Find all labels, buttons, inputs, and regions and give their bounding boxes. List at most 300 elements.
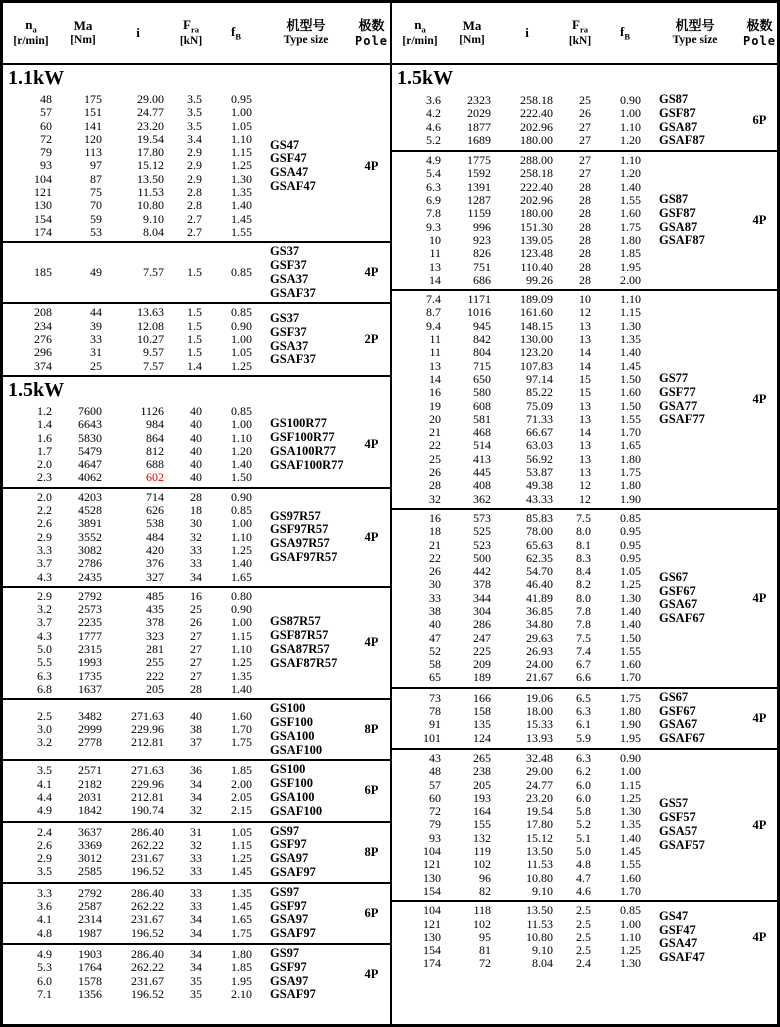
fb-cell: 1.20	[620, 166, 641, 181]
numeric-grid	[3, 948, 259, 1001]
type-size-label: GSA87	[659, 219, 698, 234]
fra-cell: 3.5	[187, 92, 202, 106]
fb-cell: 1.25	[620, 943, 641, 958]
fb-cell: 1.95	[231, 973, 252, 988]
type-size-label: GS57	[659, 796, 689, 811]
fra-cell: 27	[579, 166, 591, 181]
na-cell: 2.9	[37, 529, 52, 544]
table-row	[3, 764, 259, 777]
gear-block	[3, 759, 390, 820]
fb-cell: 1.50	[620, 371, 641, 386]
fra-cell: 6.1	[576, 717, 591, 732]
numeric-grid	[3, 764, 259, 817]
fra-cell: 28	[190, 681, 202, 696]
fra-cell: 10	[579, 292, 591, 307]
ma-cell: 164	[473, 804, 491, 819]
na-cell: 28	[429, 478, 441, 493]
i-cell: 180.00	[520, 206, 553, 221]
na-cell: 4.6	[426, 119, 441, 134]
type-size-list	[259, 417, 353, 472]
table-row	[3, 186, 259, 199]
pole-value: 4P	[752, 817, 767, 832]
ma-cell: 1159	[467, 206, 491, 221]
ma-cell: 97	[90, 158, 102, 173]
numeric-grid	[392, 293, 648, 506]
ma-cell: 1592	[467, 166, 491, 181]
i-cell: 78.00	[526, 524, 553, 539]
na-cell: 4.8	[37, 925, 52, 940]
ma-cell: 378	[473, 577, 491, 592]
fra-cell: 27	[579, 132, 591, 147]
fra-cell: 2.8	[187, 185, 202, 200]
ma-cell: 3552	[78, 529, 102, 544]
i-cell: 205	[146, 681, 164, 696]
fra-cell: 26	[190, 615, 202, 630]
i-cell: 148.15	[520, 318, 553, 333]
fra-cell: 33	[190, 885, 202, 900]
fra-cell: 15	[579, 371, 591, 386]
fb-cell: 1.75	[620, 465, 641, 480]
type-size-list	[259, 615, 353, 670]
i-cell: 151.30	[520, 219, 553, 234]
fb-cell: 1.35	[620, 817, 641, 832]
i-cell: 63.03	[526, 438, 553, 453]
table-row	[392, 872, 648, 885]
ma-cell: 4203	[78, 489, 102, 504]
table-row	[3, 173, 259, 186]
i-cell: 19.54	[137, 131, 164, 146]
na-cell: 234	[34, 318, 52, 333]
fra-cell: 27	[190, 628, 202, 643]
table-row	[3, 544, 259, 557]
fb-cell: 1.15	[620, 777, 641, 792]
pole-value: 4P	[364, 529, 379, 544]
table-row	[392, 931, 648, 944]
type-size-label: GSF87R57	[270, 628, 329, 643]
table-row	[392, 592, 648, 605]
i-cell: 229.96	[131, 776, 164, 791]
fb-cell: 0.85	[231, 403, 252, 418]
table-row	[3, 458, 259, 471]
fra-cell: 6.2	[576, 764, 591, 779]
type-size-list	[648, 571, 742, 626]
ma-cell: 102	[473, 916, 491, 931]
fb-cell: 1.35	[620, 332, 641, 347]
na-cell: 11	[429, 332, 441, 347]
na-cell: 5.2	[426, 132, 441, 147]
gear-block	[3, 882, 390, 943]
col-header-service-factor: $f_B$	[619, 24, 630, 42]
na-cell: 72	[429, 804, 441, 819]
fra-cell: 16	[190, 588, 202, 603]
i-cell: 231.67	[131, 851, 164, 866]
fb-cell: 1.05	[620, 564, 641, 579]
fb-cell: 1.35	[231, 885, 252, 900]
type-size-label: GSF97	[270, 837, 307, 852]
fb-cell: 1.30	[620, 956, 641, 971]
i-cell: 24.77	[137, 105, 164, 120]
i-cell: 255	[146, 655, 164, 670]
fb-cell: 1.80	[620, 704, 641, 719]
type-size-list	[648, 691, 742, 746]
gear-block	[3, 403, 390, 487]
numeric-grid	[3, 93, 259, 239]
na-cell: 57	[40, 105, 52, 120]
fb-cell: 1.15	[620, 305, 641, 320]
table-row	[3, 557, 259, 570]
table-row	[3, 616, 259, 629]
fb-cell: 1.25	[231, 358, 252, 373]
type-size-list	[259, 825, 353, 880]
i-cell: 288.00	[520, 153, 553, 168]
fra-cell: 8.0	[576, 524, 591, 539]
na-cell: 79	[429, 817, 441, 832]
fb-cell: 1.65	[231, 912, 252, 927]
na-cell: 6.3	[426, 179, 441, 194]
i-cell: 212.81	[131, 735, 164, 750]
col-header-radial-force: $F_{ra}$ [kN]	[179, 17, 203, 47]
col-header-speed: $n_a$ [r/min]	[402, 17, 438, 47]
fra-cell: 2.5	[576, 943, 591, 958]
pole-value: 8P	[364, 722, 379, 737]
fb-cell: 1.65	[620, 438, 641, 453]
type-size-label: GS100	[270, 762, 306, 777]
table-row	[392, 94, 648, 107]
fb-cell: 1.45	[231, 864, 252, 879]
table-row	[3, 199, 259, 212]
ma-cell: 2573	[78, 602, 102, 617]
fra-cell: 28	[579, 179, 591, 194]
i-cell: 262.22	[131, 899, 164, 914]
type-size-list	[648, 910, 742, 965]
fb-cell: 1.80	[620, 451, 641, 466]
type-size-label: GSA87R57	[270, 641, 330, 656]
type-size-label: GSF100	[270, 776, 314, 791]
col-header-torque: Ma [Nm]	[70, 18, 96, 46]
table-row	[3, 988, 259, 1001]
fb-cell: 0.90	[620, 93, 641, 107]
pole-value: 4P	[752, 392, 767, 407]
gear-block	[3, 91, 390, 241]
ma-cell: 31	[90, 345, 102, 360]
table-row	[3, 213, 259, 226]
table-row	[3, 630, 259, 643]
fra-cell: 28	[579, 193, 591, 208]
fra-cell: 2.9	[187, 145, 202, 160]
type-size-list	[648, 372, 742, 427]
i-cell: 29.00	[526, 764, 553, 779]
na-cell: 40	[429, 617, 441, 632]
table-row	[3, 418, 259, 431]
i-cell: 376	[146, 556, 164, 571]
fra-cell: 14	[579, 358, 591, 373]
i-cell: 222.40	[520, 179, 553, 194]
type-size-list	[648, 193, 742, 248]
fb-cell: 1.45	[231, 899, 252, 914]
ma-cell: 4647	[78, 457, 102, 472]
ma-cell: 468	[473, 425, 491, 440]
ma-cell: 580	[473, 385, 491, 400]
fra-cell: 28	[579, 219, 591, 234]
table-row	[392, 632, 648, 645]
fb-cell: 2.00	[231, 776, 252, 791]
na-cell: 4.3	[37, 628, 52, 643]
ma-cell: 119	[473, 844, 491, 859]
fb-cell: 1.45	[620, 844, 641, 859]
table-row	[392, 718, 648, 731]
ma-cell: 826	[473, 246, 491, 261]
numeric-grid	[3, 826, 259, 879]
gear-block	[3, 302, 390, 374]
ma-cell: 1171	[467, 292, 491, 307]
fb-cell: 0.85	[620, 510, 641, 525]
type-size-label: GSA100	[270, 728, 315, 743]
i-cell: 13.63	[137, 305, 164, 320]
i-cell: 130.00	[520, 332, 553, 347]
fb-cell: 1.20	[620, 132, 641, 147]
fra-cell: 13	[579, 332, 591, 347]
fb-cell: 0.95	[620, 524, 641, 539]
i-cell: 222	[146, 668, 164, 683]
i-cell: 11.53	[137, 185, 164, 200]
ma-cell: 2792	[78, 588, 102, 603]
fra-cell: 3.5	[187, 105, 202, 120]
fb-cell: 1.25	[620, 790, 641, 805]
type-size-label: GSA97R57	[270, 536, 330, 551]
pole-value: 4P	[752, 710, 767, 725]
i-cell: 97.14	[526, 371, 553, 386]
type-size-label: GSAF47	[659, 950, 705, 965]
ma-cell: 5830	[78, 430, 102, 445]
type-size-label: GS97	[270, 884, 300, 899]
fra-cell: 6.3	[576, 704, 591, 719]
fb-cell: 1.30	[620, 318, 641, 333]
ma-cell: 25	[90, 358, 102, 373]
ma-cell: 59	[90, 211, 102, 226]
ma-cell: 304	[473, 603, 491, 618]
table-row	[3, 320, 259, 333]
i-cell: 15.12	[526, 830, 553, 845]
type-size-label: GSAF87R57	[270, 655, 338, 670]
table-row	[3, 913, 259, 926]
table-row	[392, 221, 648, 234]
na-cell: 104	[423, 903, 441, 918]
i-cell: 49.38	[526, 478, 553, 493]
i-cell: 34.80	[526, 617, 553, 632]
table-row	[3, 120, 259, 133]
i-cell: 222.40	[520, 106, 553, 121]
fra-cell: 33	[190, 899, 202, 914]
ma-cell: 120	[84, 131, 102, 146]
fra-cell: 12	[579, 305, 591, 320]
type-size-label: GS67	[659, 569, 689, 584]
i-cell: 123.20	[520, 345, 553, 360]
ma-cell: 3891	[78, 516, 102, 531]
table-row	[3, 603, 259, 616]
fra-cell: 32	[190, 529, 202, 544]
fra-cell: 27	[579, 119, 591, 134]
fb-cell: 1.80	[620, 232, 641, 247]
fb-cell: 1.35	[231, 668, 252, 683]
fb-cell: 1.30	[231, 171, 252, 186]
fb-cell: 1.55	[620, 857, 641, 872]
ma-cell: 751	[473, 259, 491, 274]
table-row	[3, 670, 259, 683]
fra-cell: 27	[579, 153, 591, 168]
table-row	[392, 765, 648, 778]
na-cell: 4.9	[37, 803, 52, 818]
i-cell: 32.48	[526, 750, 553, 765]
fra-cell: 40	[190, 708, 202, 723]
na-cell: 21	[429, 537, 441, 552]
fra-cell: 1.5	[187, 265, 202, 280]
type-size-label: GSF100R77	[270, 430, 335, 445]
fb-cell: 1.10	[231, 641, 252, 656]
ma-cell: 135	[473, 717, 491, 732]
ma-cell: 82	[479, 883, 491, 898]
i-cell: 43.33	[526, 491, 553, 506]
fb-cell: 1.40	[620, 345, 641, 360]
gear-block	[3, 943, 390, 1004]
power-section	[3, 65, 390, 375]
gear-block	[392, 900, 777, 972]
fra-cell: 2.5	[576, 903, 591, 918]
pole-value: 8P	[364, 844, 379, 859]
fra-cell: 14	[579, 345, 591, 360]
fb-cell: 1.00	[620, 764, 641, 779]
fb-cell: 1.10	[231, 131, 252, 146]
fb-cell: 1.55	[620, 643, 641, 658]
table-row	[3, 804, 259, 817]
type-size-label: GSF47	[270, 151, 307, 166]
fra-cell: 12	[579, 491, 591, 506]
fb-cell: 1.95	[620, 730, 641, 745]
table-row	[392, 918, 648, 931]
fb-cell: 1.40	[231, 556, 252, 571]
fb-cell: 1.40	[620, 603, 641, 618]
na-cell: 6.3	[37, 668, 52, 683]
fra-cell: 27	[190, 668, 202, 683]
table-row	[392, 360, 648, 373]
na-cell: 4.9	[426, 153, 441, 168]
i-cell: 139.05	[520, 232, 553, 247]
na-cell: 154	[423, 943, 441, 958]
fb-cell: 1.00	[231, 332, 252, 347]
i-cell: 10.27	[137, 332, 164, 347]
section-heading: 1.5kW	[397, 67, 454, 89]
fb-cell: 1.30	[620, 590, 641, 605]
gear-block	[392, 150, 777, 289]
table-row	[392, 373, 648, 386]
ma-cell: 209	[473, 657, 491, 672]
table-row	[392, 107, 648, 120]
ma-cell: 3369	[78, 837, 102, 852]
i-cell: 9.10	[532, 883, 553, 898]
fra-cell: 2.4	[576, 956, 591, 971]
fra-cell: 36	[190, 763, 202, 778]
table-row	[392, 346, 648, 359]
fb-cell: 0.90	[231, 318, 252, 333]
ma-cell: 39	[90, 318, 102, 333]
i-cell: 11.53	[526, 916, 553, 931]
ma-cell: 7600	[78, 403, 102, 418]
table-row	[3, 643, 259, 656]
gear-block	[3, 698, 390, 759]
ma-cell: 2999	[78, 722, 102, 737]
type-size-list	[259, 947, 353, 1002]
table-row	[3, 360, 259, 373]
table-row	[3, 927, 259, 940]
fb-cell: 1.40	[620, 830, 641, 845]
ma-cell: 225	[473, 643, 491, 658]
fb-cell: 1.50	[620, 398, 641, 413]
fb-cell: 1.40	[231, 457, 252, 472]
table-row	[3, 839, 259, 852]
fb-cell: 1.65	[231, 569, 252, 584]
i-cell: 258.18	[520, 93, 553, 107]
i-cell: 420	[146, 542, 164, 557]
table-row	[392, 493, 648, 506]
fb-cell: 1.60	[620, 657, 641, 672]
i-cell: 688	[146, 457, 164, 472]
fb-cell: 1.80	[620, 478, 641, 493]
fb-cell: 1.00	[231, 105, 252, 120]
col-header-speed: $n_a$ [r/min]	[13, 17, 49, 47]
ma-cell: 715	[473, 358, 491, 373]
na-cell: 130	[423, 929, 441, 944]
na-cell: 2.0	[37, 489, 52, 504]
fra-cell: 40	[190, 403, 202, 418]
left-table-header	[3, 3, 390, 65]
fra-cell: 34	[190, 789, 202, 804]
na-cell: 6.9	[426, 193, 441, 208]
i-cell: 196.52	[131, 925, 164, 940]
fra-cell: 6.0	[576, 777, 591, 792]
i-cell: 17.80	[137, 145, 164, 160]
fra-cell: 28	[579, 232, 591, 247]
na-cell: 33	[429, 590, 441, 605]
table-row	[392, 121, 648, 134]
na-cell: 25	[429, 451, 441, 466]
table-row	[3, 93, 259, 106]
fra-cell: 33	[190, 851, 202, 866]
type-size-label: GSAF87	[659, 133, 705, 148]
fra-cell: 4.7	[576, 870, 591, 885]
fra-cell: 2.9	[187, 158, 202, 173]
table-row	[3, 306, 259, 319]
table-row	[392, 671, 648, 684]
ma-cell: 2587	[78, 899, 102, 914]
type-size-label: GSA37	[270, 271, 309, 286]
table-row	[392, 293, 648, 306]
fb-cell: 1.85	[620, 246, 641, 261]
table-row	[392, 957, 648, 970]
i-cell: 41.89	[526, 590, 553, 605]
ma-cell: 118	[473, 903, 491, 918]
table-row	[3, 778, 259, 791]
fra-cell: 2.5	[576, 929, 591, 944]
type-size-list	[259, 139, 353, 194]
fb-cell: 0.90	[231, 489, 252, 504]
table-row	[3, 826, 259, 839]
na-cell: 7.8	[426, 206, 441, 221]
type-size-label: GS37	[270, 244, 300, 259]
na-cell: 48	[429, 764, 441, 779]
ma-cell: 500	[473, 550, 491, 565]
fra-cell: 2.5	[576, 916, 591, 931]
na-cell: 47	[429, 630, 441, 645]
type-size-label: GSF87	[659, 205, 696, 220]
